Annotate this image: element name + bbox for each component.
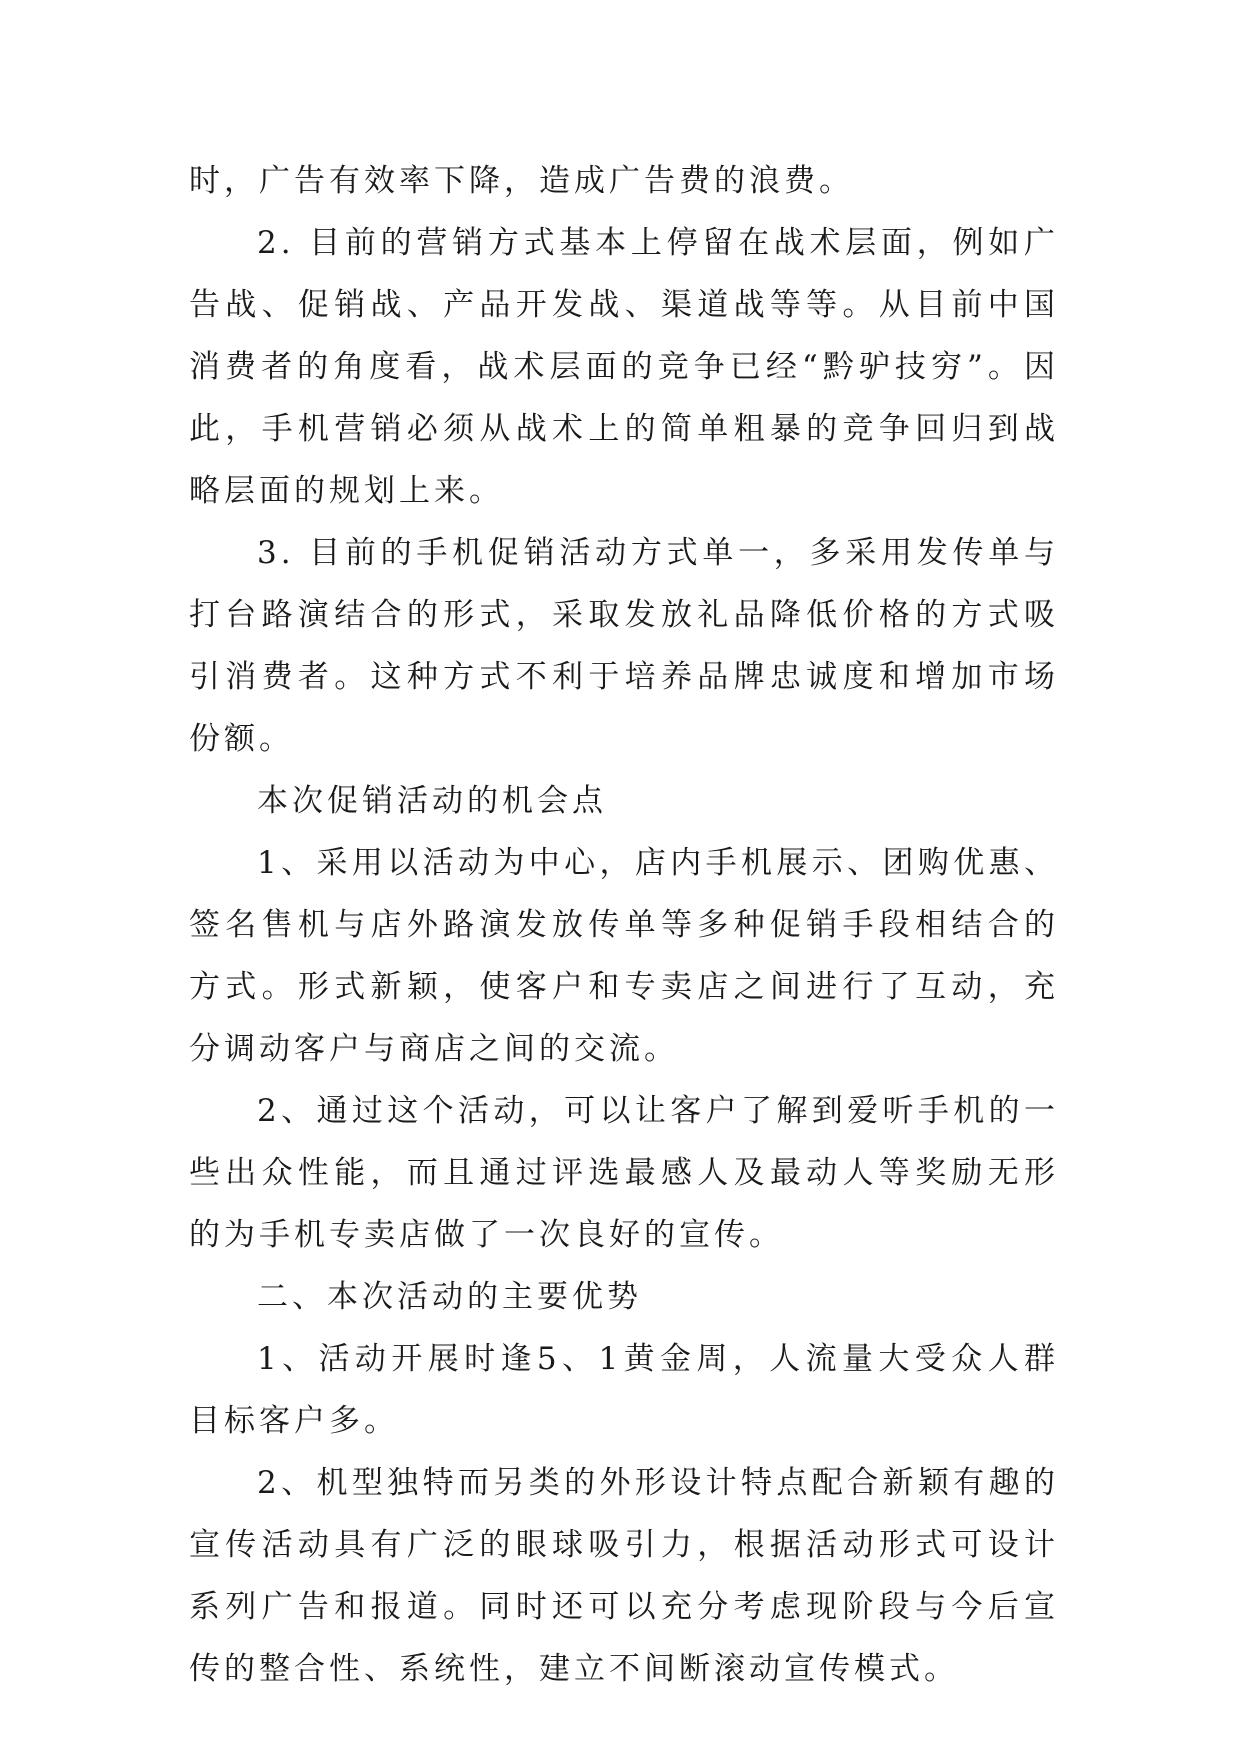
paragraph-opportunity-2: 2、通过这个活动，可以让客户了解到爱听手机的一些出众性能，而且通过评选最感人及最动人等奖励无形的为手机专卖店做了一次良好的宣传。 (189, 1093, 1059, 1253)
paragraph-point-2: 2. 目前的营销方式基本上停留在战术层面，例如广告战、促销战、产品开发战、渠道战等等。从目前中国消费者的角度看，战术层面的竞争已经“黔驴技穷”。因此，手机营销必须从战术上的简单粗暴的竞争回归到战略层面的规划上来。 (189, 225, 1059, 509)
section-heading-advantages: 二、本次活动的主要优势 (257, 1279, 642, 1315)
section-heading-opportunities: 本次促销活动的机会点 (257, 783, 607, 819)
document-body (189, 150, 1059, 1700)
paragraph-point-3: 3. 目前的手机促销活动方式单一，多采用发传单与打台路演结合的形式，采取发放礼品降低价格的方式吸引消费者。这种方式不利于培养品牌忠诚度和增加市场份额。 (189, 535, 1059, 757)
paragraph-continuation: 时，广告有效率下降，造成广告费的浪费。 (189, 163, 854, 199)
paragraph-advantage-1: 1、活动开展时逢5、1黄金周，人流量大受众人群目标客户多。 (189, 1341, 1059, 1439)
paragraph-opportunity-1: 1、采用以活动为中心，店内手机展示、团购优惠、签名售机与店外路演发放传单等多种促销手段相结合的方式。形式新颖，使客户和专卖店之间进行了互动，充分调动客户与商店之间的交流。 (189, 845, 1059, 1067)
paragraph-advantage-2: 2、机型独特而另类的外形设计特点配合新颖有趣的宣传活动具有广泛的眼球吸引力，根据活动形式可设计系列广告和报道。同时还可以充分考虑现阶段与今后宣传的整合性、系统性，建立不间断滚动宣传模式。 (189, 1465, 1059, 1687)
